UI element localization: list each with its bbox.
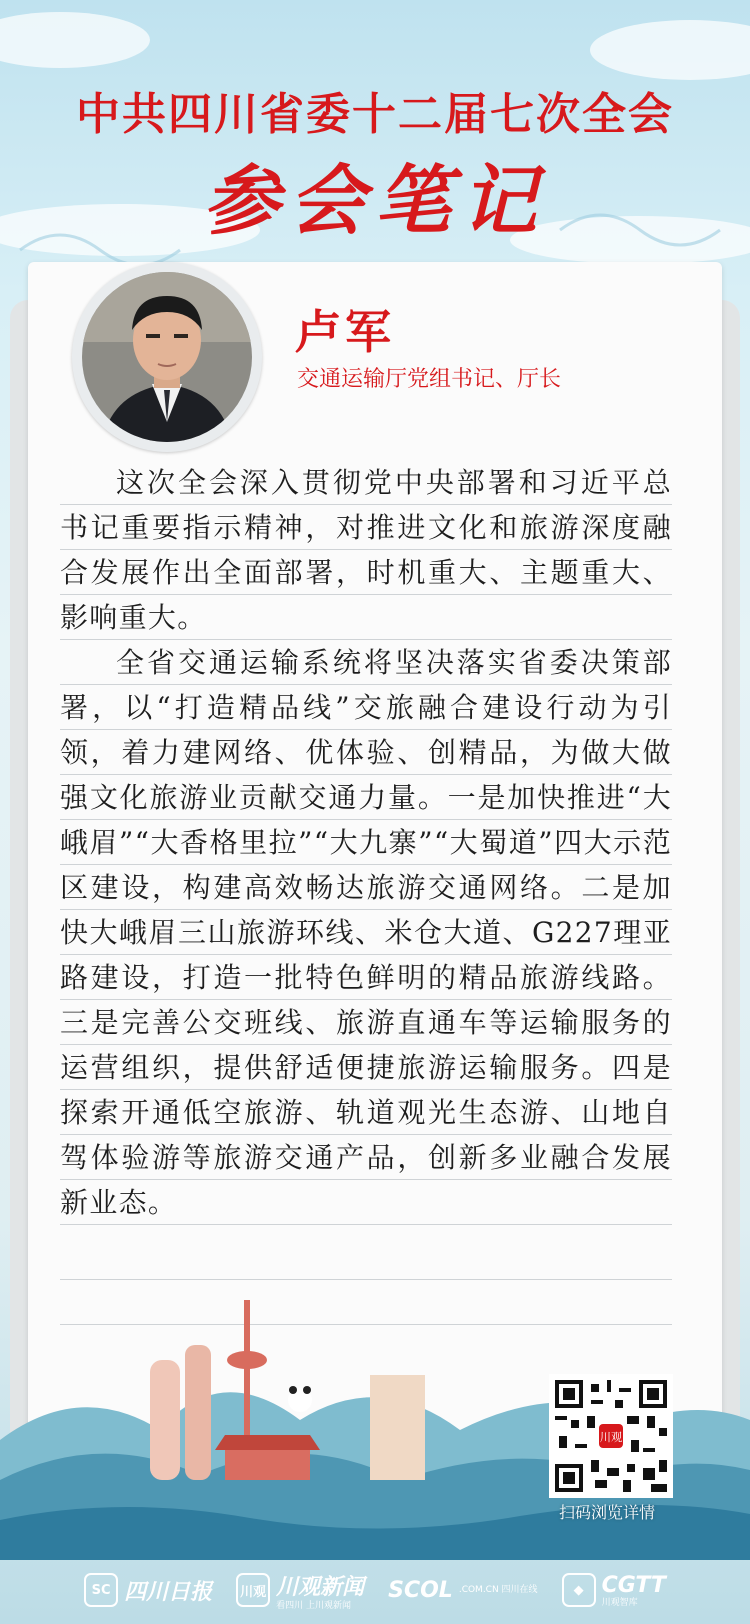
chuanguan-logo-icon: 川观	[236, 1573, 270, 1607]
logo-text: CGTT	[601, 1572, 666, 1598]
blank-rule-line	[60, 1279, 672, 1280]
qr-code-icon	[555, 1380, 667, 1492]
logo-text: SCOL	[388, 1577, 453, 1603]
sichuan-daily-logo-icon: SC	[84, 1573, 118, 1607]
qr-label: 扫码浏览详情	[558, 1503, 655, 1522]
logo-subtext: 川观智库	[601, 1597, 638, 1608]
logo-subtext: 看四川 上川观新闻	[276, 1600, 351, 1611]
logo-chuanguan-news	[236, 1570, 364, 1611]
person-role: 交通运输厅党组书记、厅长	[297, 367, 562, 392]
logo-cgtt	[562, 1573, 666, 1608]
logo-text: 川观新闻	[276, 1574, 365, 1600]
page-title: 中共四川省委十二届七次全会	[76, 89, 674, 140]
logo-subtext: .COM.CN 四川在线	[458, 1585, 538, 1595]
logo-sichuan-daily	[84, 1573, 212, 1607]
qr-code[interactable]	[549, 1374, 673, 1498]
avatar	[82, 272, 252, 442]
person-name: 卢军	[295, 305, 395, 359]
logo-scol	[388, 1578, 537, 1603]
footer-logo-bar	[0, 1556, 750, 1624]
article-paragraph-1: 这次全会深入贯彻党中央部署和习近平总书记重要指示精神，对推进文化和旅游深度融合发展作出全面部署，时机重大、主题重大、影响重大。	[60, 466, 672, 634]
article-body	[60, 460, 672, 1225]
cgtt-logo-icon: ◆	[562, 1573, 596, 1607]
article-paragraph-2: 全省交通运输系统将坚决落实省委决策部署，以“打造精品线”交旅融合建设行动为引领，着力建网络、优体验、创精品，为做大做强文化旅游业贡献交通力量。一是加快推进“大峨眉”“大香格里拉”“大九寨”“大蜀道”四大示范区建设，构建高效畅达旅游交通网络。二是加快大峨眉三山旅游环线、米仓大道、G227理亚路建设，打造一批特色鲜明的精品旅游线路。三是完善公交班线、旅游直通车等运输服务的运营组织，提供舒适便捷旅游运输服务。四是探索开通低空旅游、轨道观光生态游、山地自驾体验游等旅游交通产品，创新多业融合发展新业态。	[60, 646, 672, 1219]
person-portrait-icon	[82, 272, 252, 442]
page-subtitle: 参会笔记	[203, 156, 547, 245]
logo-text: 四川日报	[124, 1579, 213, 1605]
qr-center-label: 川观	[599, 1430, 623, 1444]
